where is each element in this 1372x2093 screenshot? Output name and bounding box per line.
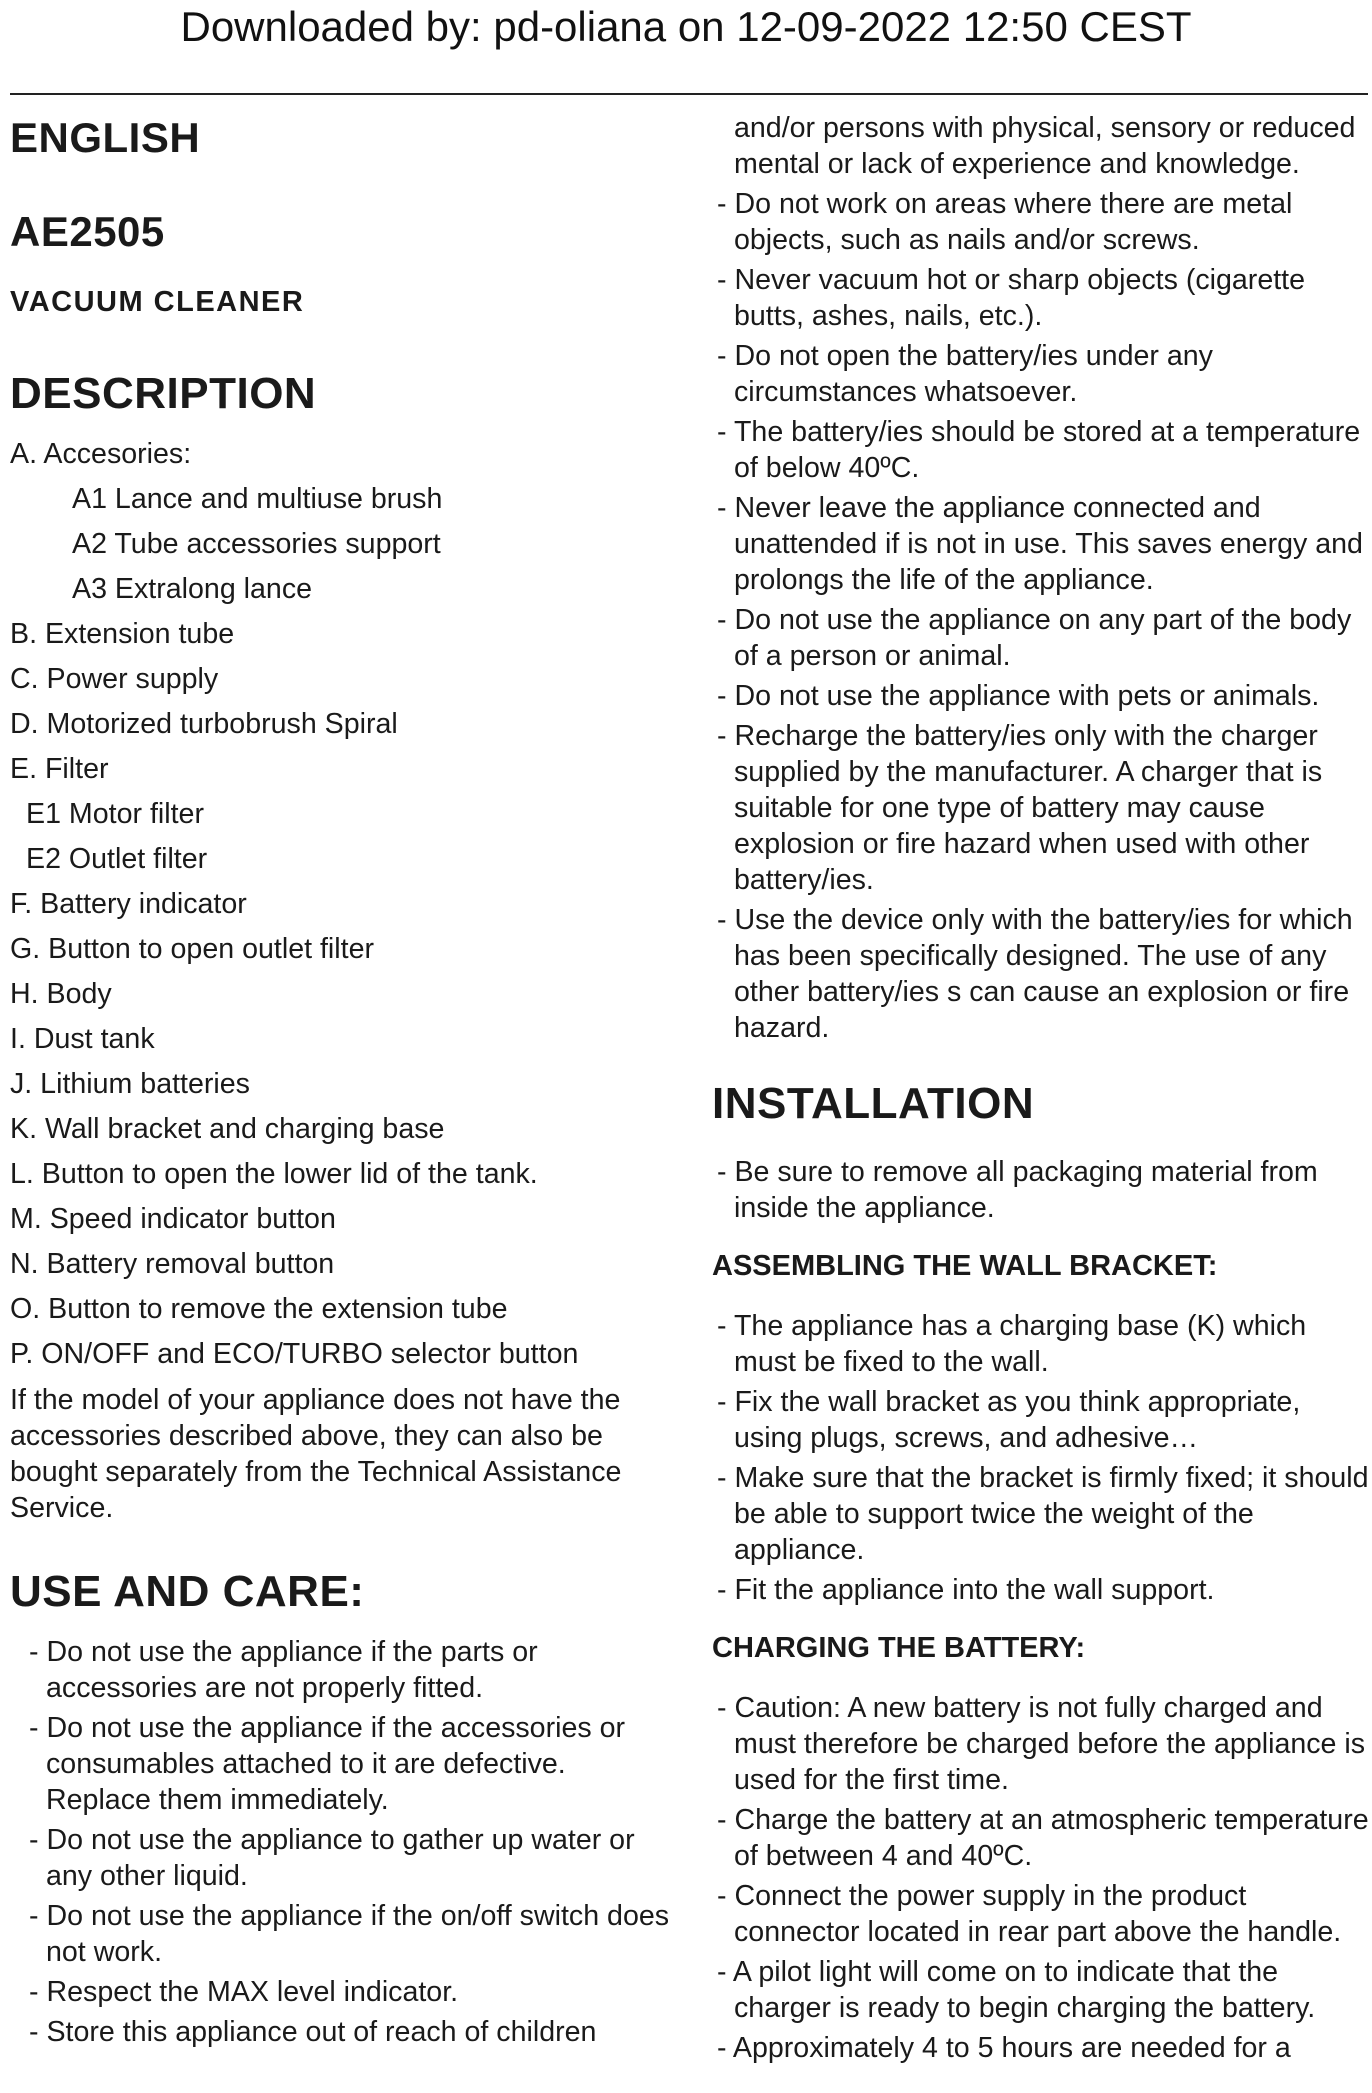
bullet-item: - A pilot light will come on to indicate that the charger is ready to begin charging the battery.	[717, 1956, 1316, 2024]
bullet-item: - The appliance has a charging base (K) which must be fixed to the wall.	[717, 1310, 1307, 1378]
spacer	[712, 1230, 1372, 1248]
parts-list-item: H. Body	[10, 978, 112, 1010]
spacer	[712, 1612, 1372, 1630]
parts-list-item: N. Battery removal button	[10, 1248, 335, 1280]
bullet-item: - Make sure that the bracket is firmly fixed; it should be able to support twice the weight of the appliance.	[717, 1462, 1369, 1566]
parts-list-item: A1 Lance and multiuse brush	[72, 483, 443, 515]
spacer	[712, 1284, 1372, 1308]
model-heading: AE2505	[10, 208, 165, 255]
bullet-item: - Fix the wall bracket as you think appropriate, using plugs, screws, and adhesive…	[717, 1386, 1301, 1454]
bullet-item: - Use the device only with the battery/ies for which has been specifically designed. The use of any other battery/ies s can cause an explosion or fire hazard.	[717, 904, 1353, 1044]
charging-heading: CHARGING THE BATTERY:	[712, 1632, 1086, 1664]
parts-list-item: I. Dust tank	[10, 1023, 155, 1055]
bullet-item: - Be sure to remove all packaging material from inside the appliance.	[717, 1156, 1318, 1224]
spacer	[10, 1526, 670, 1564]
parts-list-item: E. Filter	[10, 753, 109, 785]
bullet-item: - Do not work on areas where there are metal objects, such as nails and/or screws.	[717, 188, 1293, 256]
bullet-item: - Charge the battery at an atmospheric temperature of between 4 and 40ºC.	[717, 1804, 1369, 1872]
charging-list	[712, 1690, 1372, 2066]
parts-list-item: F. Battery indicator	[10, 888, 247, 920]
spacer	[712, 1050, 1372, 1076]
parts-list-item: K. Wall bracket and charging base	[10, 1113, 445, 1145]
left-column	[10, 110, 670, 2054]
parts-list-item: A3 Extralong lance	[72, 573, 313, 605]
parts-list-item: C. Power supply	[10, 663, 219, 695]
right-column	[712, 110, 1372, 2070]
parts-list-item: P. ON/OFF and ECO/TURBO selector button	[10, 1338, 579, 1370]
description-heading: DESCRIPTION	[10, 369, 317, 418]
bullet-item: - Store this appliance out of reach of children	[29, 2016, 597, 2048]
parts-list-item: A. Accesories:	[10, 438, 192, 470]
continued-text: and/or persons with physical, sensory or reduced mental or lack of experience and knowledge.	[734, 112, 1356, 180]
bullet-item: - Do not use the appliance with pets or animals.	[717, 680, 1320, 712]
bullet-item: - Connect the power supply in the product connector located in rear part above the handle.	[717, 1880, 1342, 1948]
spacer	[712, 1666, 1372, 1690]
bullet-item: - Do not use the appliance if the parts or accessories are not properly fitted.	[29, 1636, 538, 1704]
parts-list-item: A2 Tube accessories support	[72, 528, 441, 560]
bullet-item: - Respect the MAX level indicator.	[29, 1976, 459, 2008]
parts-list-item: B. Extension tube	[10, 618, 235, 650]
bullet-item: - Never leave the appliance connected and unattended if is not in use. This saves energy and prolongs the life of the appliance.	[717, 492, 1363, 596]
use-care-heading: USE AND CARE:	[10, 1567, 365, 1616]
wall-bracket-list	[712, 1308, 1372, 1608]
bullet-item: - Do not open the battery/ies under any circumstances whatsoever.	[717, 340, 1213, 408]
parts-list-item: E2 Outlet filter	[26, 843, 208, 875]
installation-list	[712, 1154, 1372, 1226]
use-care-list	[10, 1634, 670, 2050]
parts-list-item: J. Lithium batteries	[10, 1068, 250, 1100]
bullet-item: - Never vacuum hot or sharp objects (cigarette butts, ashes, nails, etc.).	[717, 264, 1306, 332]
parts-list-item: O. Button to remove the extension tube	[10, 1293, 508, 1325]
bullet-item: - The battery/ies should be stored at a temperature of below 40ºC.	[717, 416, 1361, 484]
bullet-item: - Do not use the appliance on any part of the body of a person or animal.	[717, 604, 1352, 672]
parts-list-item: E1 Motor filter	[26, 798, 204, 830]
bullet-item: - Recharge the battery/ies only with the charger supplied by the manufacturer. A charger that is suitable for one type of battery may cause explosion or fire hazard when used with other battery/ies.	[717, 720, 1323, 896]
safety-list	[712, 186, 1372, 1046]
download-header: Downloaded by: pd-oliana on 12-09-2022 12:50 CEST	[180, 3, 1192, 50]
product-heading: VACUUM CLEANER	[10, 286, 305, 318]
wall-bracket-heading: ASSEMBLING THE WALL BRACKET:	[712, 1250, 1218, 1282]
accessories-note: If the model of your appliance does not have the accessories described above, they can also be bought separately from the Technical Assistance Service.	[10, 1384, 622, 1524]
header-divider	[10, 93, 1368, 95]
bullet-item: - Do not use the appliance if the accessories or consumables attached to it are defective. Replace them immediately.	[29, 1712, 626, 1816]
language-heading: ENGLISH	[10, 114, 201, 161]
parts-list-item: G. Button to open outlet filter	[10, 933, 374, 965]
parts-list-item: L. Button to open the lower lid of the tank.	[10, 1158, 538, 1190]
bullet-item: - Caution: A new battery is not fully charged and must therefore be charged before the appliance is used for the first time.	[717, 1692, 1366, 1796]
bullet-item: - Fit the appliance into the wall support.	[717, 1574, 1215, 1606]
installation-heading: INSTALLATION	[712, 1079, 1035, 1128]
parts-list	[10, 436, 670, 1372]
bullet-item: - Approximately 4 to 5 hours are needed for a	[717, 2032, 1291, 2064]
parts-list-item: M. Speed indicator button	[10, 1203, 336, 1235]
bullet-item: - Do not use the appliance to gather up water or any other liquid.	[29, 1824, 635, 1892]
parts-list-item: D. Motorized turbobrush Spiral	[10, 708, 398, 740]
bullet-item: - Do not use the appliance if the on/off switch does not work.	[29, 1900, 670, 1968]
